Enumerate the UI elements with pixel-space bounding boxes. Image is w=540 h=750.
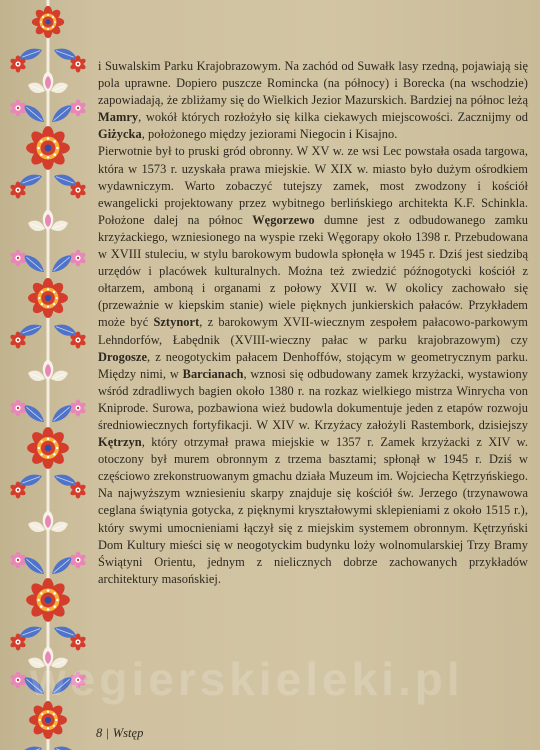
paragraph [98, 143, 528, 587]
folk-flower-icon [69, 400, 86, 417]
place-name: Giżycka [98, 127, 142, 142]
text-run: , wokół których rozłożyło się kilka ciekawych miejscowości. Zacznijmy od [138, 110, 528, 125]
place-name: Węgorzewo [252, 212, 315, 227]
folk-flower-icon [9, 100, 26, 117]
folk-flower-icon [27, 427, 69, 469]
paragraph [98, 58, 528, 143]
folk-flower-icon [26, 578, 70, 622]
folk-flower-icon [29, 701, 67, 739]
text-run: , położonego między jeziorami Niegocin i Kisajno. [141, 127, 398, 142]
watermark: wegierskieleki.pl [30, 653, 464, 705]
place-name: Kętrzyn [98, 435, 142, 450]
place-name: Barcianach [182, 366, 244, 381]
page-number: 8 [96, 726, 103, 740]
folk-leaf-icon [18, 743, 44, 750]
folk-flower-icon [69, 100, 86, 117]
place-name: Sztynort [153, 315, 200, 330]
folk-flower-icon [69, 552, 86, 569]
text-run: , który otrzymał prawa miejskie w 1357 r. Zamek krzyżacki z XIV w. otoczony był murem obronnym z trzema basztami; spłonął w 1945 r. Dziś w częściowo zrekonstruowanym gmachu działa Muzeum im. Wojciecha Kętrzyńskiego. Na najwyższym wzniesieniu skarpy znajduje się kościół św. Jerzego (trzynawowa ceglana świątynia gotycka, z pięknymi kryształowymi sklepieniami z około 1515 r.), który swymi umocnieniami łączył się z miejskim systemem obronnym. Kętrzyński Dom Kultury mieści się w neogotyckim budynku loży wolnomularskiej Trzy Bramy Świątyni Orientu, jednym z nielicznych dobrze zachowanych przykładów architektury masońskiej. [98, 435, 528, 586]
text-run: i Suwalskim Parku Krajobrazowym. Na zachód od Suwałk lasy rzedną, pojawiają się pola uprawne. Dopiero puszcze Romincka (na północy) i Borecka (na wschodzie) zapowiadają, że zbliżamy się do Wielkich Jezior Mazurskich. Bardziej na północ leżą [98, 59, 528, 108]
folk-flower-icon [9, 672, 26, 689]
folk-flower-icon [9, 250, 26, 267]
folk-flower-icon [32, 6, 64, 38]
text-run: dumne jest z odbudowanego zamku krzyżackiego, wzniesionego na wyspie rzeki Węgorapy około 1398 r. Przebudowana w XVIII stuleciu, w stylu barokowym budowla spłonęła w 1945 r. Dziś jest siedzibą urzędów i placówek kulturalnych. Można też zwiedzić późnogotycki kościół z ołtarzem, amboną i organami z połowy XVII w. W okolicy zachowało się (przeważnie w kiepskim stanie) wiele pięknych junkierskich pałaców. Przykładem może być [98, 212, 528, 330]
section-title: Wstęp [112, 726, 144, 740]
text-run: , wznosi się odbudowany zamek krzyżacki, wystawiony wśród zdradliwych bagien około 1380 r. na rozkaz wielkiego mistrza Winrycha von Kniprode. Surowa, pozbawiona wież budowla dokumentuje jeden z etapów rozwoju średniowiecznych fortyfikacji. W XIV w. Krzyżacy założyli Rastembork, dzisiejszy [98, 366, 528, 432]
folk-flower-icon [9, 400, 26, 417]
place-name: Mamry [98, 110, 139, 125]
text-run: , z neogotyckim pałacem Denhoffów, stojącym w geometrycznym parku. Między nimi, w [98, 349, 528, 381]
folk-flower-icon [69, 250, 86, 267]
page-body-text [98, 58, 528, 588]
folk-leaf-icon [52, 743, 78, 750]
footer-separator: | [106, 726, 109, 740]
place-name: Drogosze [98, 349, 148, 364]
page-footer [96, 726, 143, 741]
folk-flower-icon [28, 278, 68, 318]
text-run: Pierwotnie był to pruski gród obronny. W XV w. ze wsi Lec powstała osada targowa, która w 1573 r. uzyskała prawa miejskie. W XIX w. miasto było dużym ośrodkiem wydawniczym. Warto zobaczyć tutejszy zamek, most zwodzony i kościół ewangelicki projektowany przez wybitnego berlińskiego architekta K.F. Schinkla. Położone dalej na północ [98, 144, 528, 227]
folk-ornament-border [0, 0, 96, 750]
folk-flower-icon [26, 126, 70, 170]
text-run: , z barokowym XVII-wiecznym zespołem pałacowo-parkowym Lehndorfów, Łabędnik (XVIII-wieczny pałac w parku krajobrazowym) czy [98, 315, 528, 347]
folk-flower-icon [69, 672, 86, 689]
folk-flower-icon [9, 552, 26, 569]
